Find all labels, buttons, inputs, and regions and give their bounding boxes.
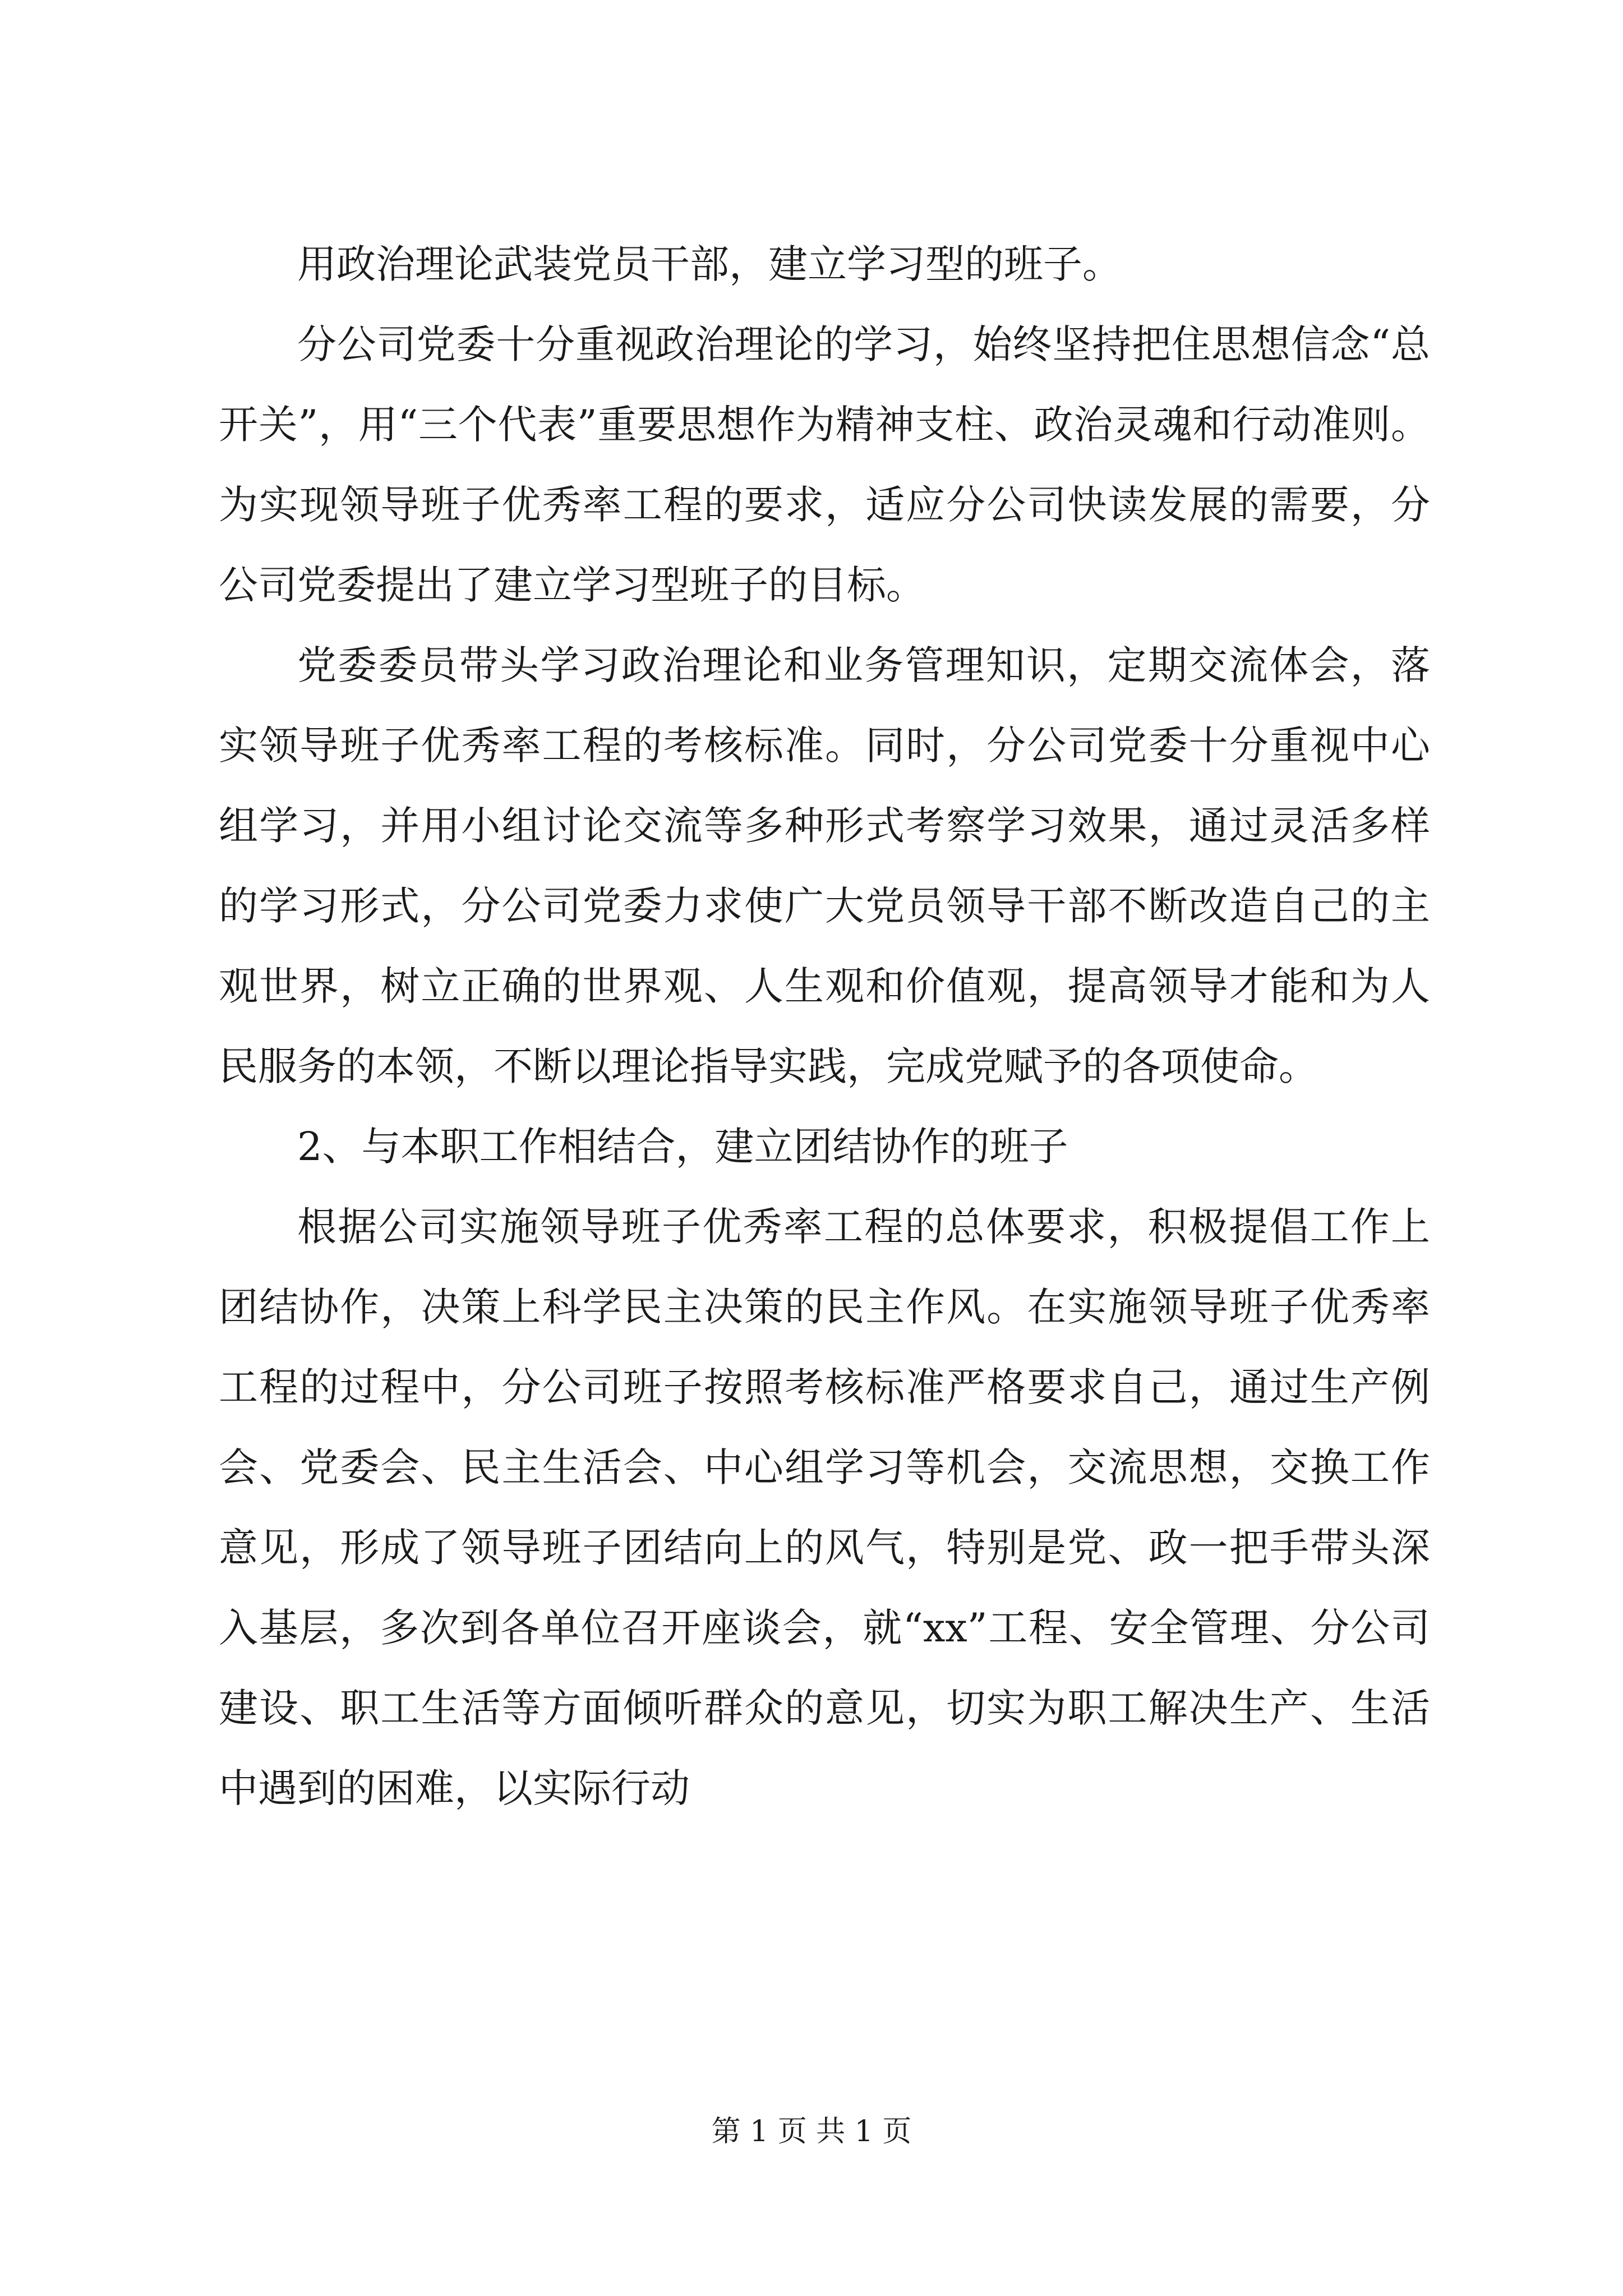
document-body: [219, 224, 1430, 1829]
paragraph: 党委委员带头学习政治理论和业务管理知识，定期交流体会，落实领导班子优秀率工程的考核标准。同时，分公司党委十分重视中心组学习，并用小组讨论交流等多种形式考察学习效果，通过灵活多样的学习形式，分公司党委力求使广大党员领导干部不断改造自己的主观世界，树立正确的世界观、人生观和价值观，提高领导才能和为人民服务的本领，不断以理论指导实践，完成党赋予的各项使命。: [219, 642, 1430, 1089]
paragraph: 用政治理论武装党员干部，建立学习型的班子。: [297, 241, 1122, 287]
page-footer: [0, 2109, 1623, 2154]
page-number: 第 1 页 共 1 页: [711, 2115, 912, 2148]
section-heading: 2、与本职工作相结合，建立团结协作的班子: [297, 1124, 1068, 1170]
paragraph: 分公司党委十分重视政治理论的学习，始终坚持把住思想信念“总开关”，用“三个代表”重要思想作为精神支柱、政治灵魂和行动准则。为实现领导班子优秀率工程的要求，适应分公司快读发展的需要，分公司党委提出了建立学习型班子的目标。: [219, 321, 1430, 608]
paragraph: 根据公司实施领导班子优秀率工程的总体要求，积极提倡工作上团结协作，决策上科学民主决策的民主作风。在实施领导班子优秀率工程的过程中，分公司班子按照考核标准严格要求自己，通过生产例会、党委会、民主生活会、中心组学习等机会，交流思想，交换工作意见，形成了领导班子团结向上的风气，特别是党、政一把手带头深入基层，多次到各单位召开座谈会，就“xx”工程、安全管理、分公司建设、职工生活等方面倾听群众的意见，切实为职工解决生产、生活中遇到的困难，以实际行动: [219, 1204, 1430, 1811]
